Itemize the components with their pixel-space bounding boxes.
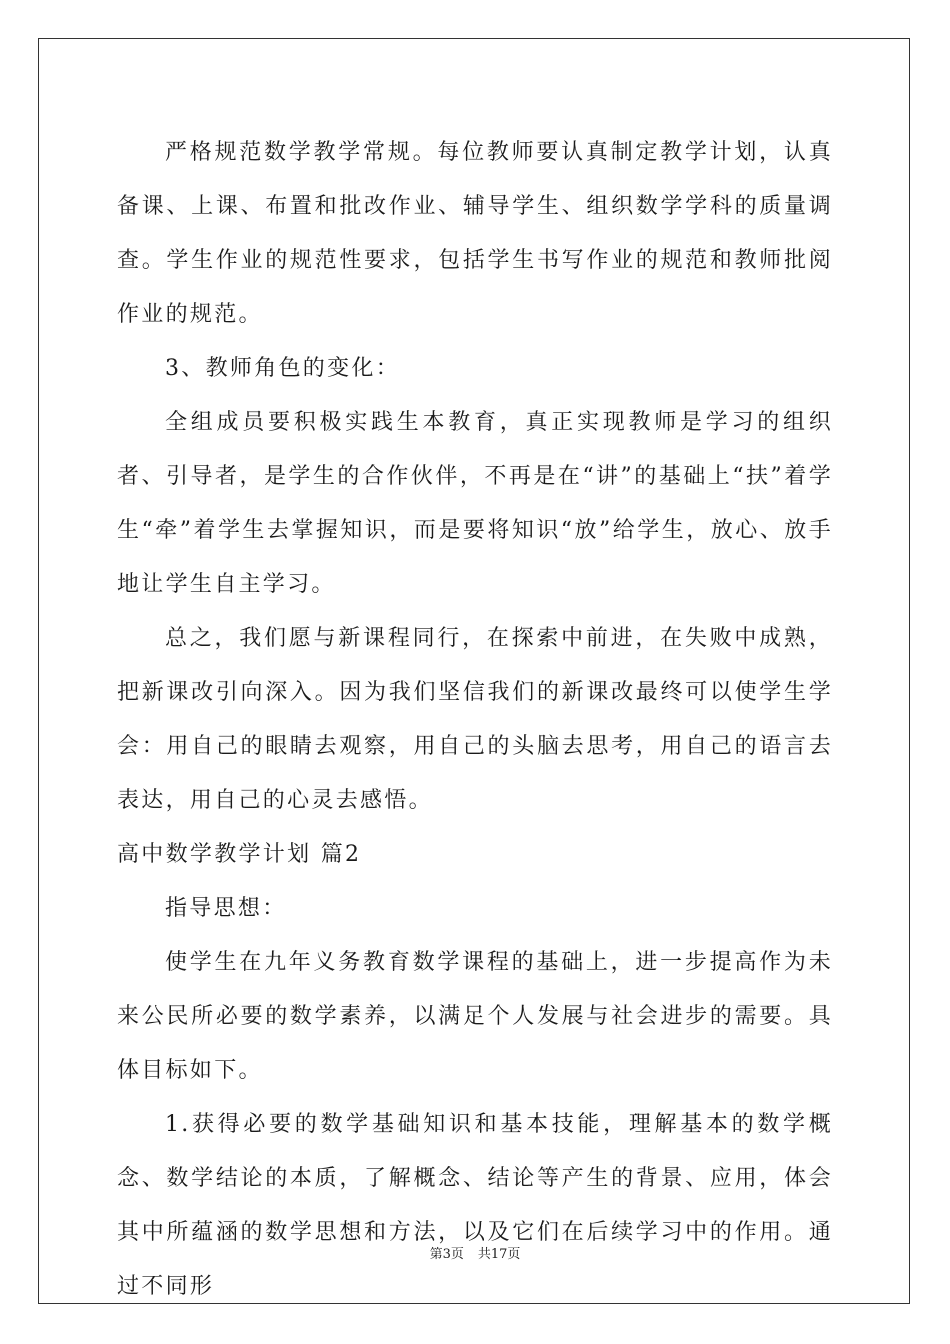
paragraph-conclusion: 总之，我们愿与新课程同行，在探索中前进，在失败中成熟，把新课改引向深入。因为我们坚信我们的新课改最终可以使学生学会：用自己的眼睛去观察，用自己的头脑去思考，用自己的语言去表达，用自己的心灵去感悟。 xyxy=(117,626,833,813)
section-heading-guiding-thought: 指导思想： xyxy=(165,896,287,921)
paragraph-teacher-role: 全组成员要积极实践生本教育，真正实现教师是学习的组织者、引导者，是学生的合作伙伴，不再是在“讲”的基础上“扶”着学生“牵”着学生去掌握知识，而是要将知识“放”给学生，放心、放手地让学生自主学习。 xyxy=(117,410,833,597)
page-footer xyxy=(0,1245,950,1265)
article-title-part-2: 高中数学教学计划 篇2 xyxy=(117,842,362,867)
paragraph-guiding-thought: 使学生在九年义务教育数学课程的基础上，进一步提高作为未来公民所必要的数学素养，以满足个人发展与社会进步的需要。具体目标如下。 xyxy=(117,950,833,1083)
paragraph-teaching-routine: 严格规范数学教学常规。每位教师要认真制定教学计划，认真备课、上课、布置和批改作业、辅导学生、组织数学学科的质量调查。学生作业的规范性要求，包括学生书写作业的规范和教师批阅作业的规范。 xyxy=(117,140,833,327)
page-number-current: 第3页 xyxy=(429,1247,464,1262)
paragraph-goal-1: 1.获得必要的数学基础知识和基本技能，理解基本的数学概念、数学结论的本质，了解概念、结论等产生的背景、应用，体会其中所蕴涵的数学思想和方法，以及它们在后续学习中的作用。通过不同形 xyxy=(117,1112,833,1299)
document-body xyxy=(117,126,833,1314)
section-heading-teacher-role: 3、教师角色的变化： xyxy=(165,356,400,381)
page-number-total: 共17页 xyxy=(477,1247,521,1262)
